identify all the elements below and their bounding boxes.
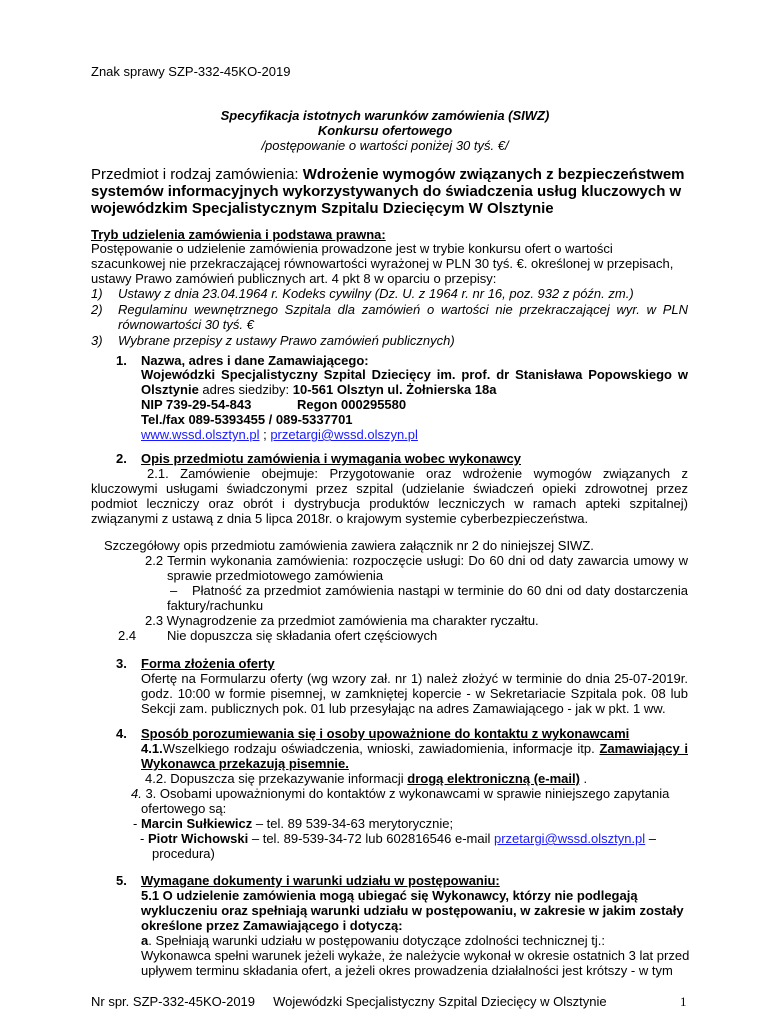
address-label: adres siedziby:: [198, 382, 293, 397]
s3-line: Sekcji zam. publicznych pok. 01 lub przesyłając na adres Zamawiającego - jak w pkt. 1 ww.: [141, 701, 666, 716]
s2-term-line: sprawie przedmiotowego zamówienia: [167, 568, 384, 583]
section-number: 3.: [116, 656, 127, 671]
s4-line-1: [141, 741, 688, 757]
s4-line-3-cont: ofertowego są:: [141, 801, 227, 816]
s5-bold-line: wykluczeniu oraz spełniają warunki udziału w postępowaniu, w zakresie w jakim zostały: [141, 903, 684, 918]
email-link[interactable]: przetargi@wssd.olsztyn.pl: [493, 831, 646, 846]
contact-links: [141, 427, 418, 443]
address-value: 10-561 Olsztyn ul. Żołnierska 18a: [292, 382, 497, 397]
procedure-line-3: ustawy Prawo zamówień publicznych art. 4 pkt 8 w oparciu o przepisy:: [91, 271, 497, 286]
s3-line: godz. 10:00 w formie pisemnej, w zamkniętej kopercie - w Sekretariacie Szpitala pok. 08 lub: [141, 686, 688, 701]
section-number: 1.: [116, 353, 127, 368]
procedure-list-text: Wybrane przepisy z ustawy Prawo zamówień publicznych): [118, 333, 455, 348]
hospital-address: [141, 382, 497, 398]
regon-number: Regon 000295580: [297, 397, 407, 412]
s4-email-emphasis: drogą elektroniczną (e-mail): [407, 771, 580, 786]
section-number: 5.: [116, 873, 127, 888]
person-name: Piotr Wichowski: [147, 831, 249, 846]
hospital-city: Olsztynie: [141, 382, 199, 397]
s4-line-2: [145, 771, 587, 787]
title-line-3: /postępowanie o wartości poniżej 30 tyś. €/: [261, 138, 509, 153]
website-link[interactable]: www.wssd.olsztyn.pl: [141, 427, 260, 442]
list-number: 1): [91, 286, 103, 301]
s5-bold-line: 5.1 O udzielenie zamówienia mogą ubiegać się Wykonawcy, którzy nie podlegają: [141, 888, 638, 903]
section-4-heading: Sposób porozumiewania się i osoby upoważnione do kontaktu z wykonawcami: [141, 726, 630, 741]
subject-title-1: Wdrożenie wymogów związanych z bezpieczeństwem: [302, 166, 685, 183]
section-3-heading: Forma złożenia oferty: [141, 656, 275, 671]
subject-line-2: systemów informacyjnych wykorzystywanych do świadczenia usług kluczowych w: [91, 183, 682, 200]
procedure-list-text: Regulaminu wewnętrznego Szpitala dla zamówień o wartości nie przekraczającej wyr. w PLN: [118, 302, 688, 317]
s2-details-ref: Szczegółowy opis przedmiotu zamówienia zawiera załącznik nr 2 do niniejszej SIWZ.: [104, 538, 594, 553]
s2-payment-line: Płatność za przedmiot zamówienia nastąpi w terminie do 60 dni od daty dostarczenia: [192, 583, 688, 598]
s2-paragraph-line: kluczowymi usługami świadczonymi przez szpital (udzielanie świadczeń opieki zdrowotnej przez: [91, 481, 688, 496]
s5-condition-a: [141, 933, 605, 949]
s5-line: upływem terminu składania ofert, a jeżeli okres prowadzenia działalności jest krótszy - w tym: [141, 963, 673, 978]
contact-person-2: [140, 831, 656, 847]
title-line-1: Specyfikacja istotnych warunków zamówienia (SIWZ): [220, 108, 550, 123]
section-number: 4.: [116, 726, 127, 741]
section-2-heading: Opis przedmiotu zamówienia i wymagania wobec wykonawcy: [141, 451, 521, 466]
s2-paragraph-line: podmiot leczniczy oraz obrót i dystrybucja produktów leczniczych w ramach apteki szpitalnej): [91, 496, 688, 511]
phone-fax: Tel./fax 089-5393455 / 089-5337701: [141, 412, 353, 427]
section-5-heading: Wymagane dokumenty i warunki udziału w postępowaniu:: [141, 873, 500, 888]
subject-label: Przedmiot i rodzaj zamówienia:: [91, 166, 303, 183]
section-1-heading: Nazwa, adres i dane Zamawiającego:: [141, 353, 369, 368]
subject-line-1: [91, 166, 685, 184]
s5-bold-line: określone przez Zamawiającego i dotyczą:: [141, 918, 403, 933]
s2-remuneration: 2.3 Wynagrodzenie za przedmiot zamówienia ma charakter ryczałtu.: [145, 613, 539, 628]
subject-line-3: wojewódzkim Specjalistycznym Szpitalu Dziecięcym W Olsztynie: [91, 200, 554, 217]
procedure-line-1: Postępowanie o udzielenie zamówienia prowadzone jest w trybie konkursu ofert o wartości: [91, 241, 613, 256]
list-number: 2): [91, 302, 103, 317]
section-number: 2.: [116, 451, 127, 466]
s4-line-text: 3. Osobami upoważnionymi do kontaktów z wykonawcami w sprawie niniejszego zapytania: [141, 786, 670, 801]
procedure-list-item: [91, 302, 103, 318]
bullet: -: [133, 816, 141, 831]
case-reference: Znak sprawy SZP-332-45KO-2019: [91, 64, 291, 79]
s4-line-text: Wszelkiego rodzaju oświadczenia, wnioski, zawiadomienia, informacje itp.: [162, 741, 600, 756]
s4-line-text: 4.2. Dopuszcza się przekazywanie informacji: [145, 771, 408, 786]
s5-line: Wykonawca spełni warunek jeżeli wykaże, że należycie wykonał w okresie ostatnich 3 lat przed: [141, 948, 690, 963]
person-details: – tel. 89 539-34-63 merytorycznie;: [252, 816, 454, 831]
condition-letter: a: [141, 933, 149, 948]
s2-term-line: 2.2 Termin wykonania zamówienia: rozpoczęcie usługi: Do 60 dni od daty zawarcia umowy w: [145, 553, 688, 568]
email-link[interactable]: przetargi@wssd.olszyn.pl: [270, 427, 418, 442]
s4-emphasis-cont: Wykonawca przekazują pisemnie.: [141, 756, 349, 771]
s4-line-end: .: [579, 771, 588, 786]
s2-paragraph-line: związanymi z ustawą z dnia 5 lipca 2018r. o krajowym systemie cyberbezpieczeństwa.: [91, 511, 589, 526]
s3-line: Ofertę na Formularzu oferty (wg wzory zał. nr 1) należ złożyć w terminie do dnia 25-07-2019r.: [141, 671, 688, 686]
s2-payment-line: faktury/rachunku: [167, 598, 264, 613]
list-number: 3): [91, 333, 103, 348]
page-number: 1: [680, 994, 687, 1009]
nip-number: NIP 739-29-54-843: [141, 397, 252, 412]
person-details: – tel. 89-539-34-72 lub 602816546 e-mail: [248, 831, 494, 846]
procedure-line-2: szacunkowej nie przekraczającej równowartości wyrażonej w PLN 30 tyś. €. określonej w przepisach,: [91, 256, 674, 271]
contact-person-1: [133, 816, 453, 832]
s4-item-number: 4.1.: [141, 741, 163, 756]
hospital-name-line-1: Wojewódzki Specjalistyczny Szpital Dziecięcy im. prof. dr Stanisława Popowskiego w: [141, 367, 688, 382]
footer-text: Nr spr. SZP-332-45KO-2019 Wojewódzki Specjalistyczny Szpital Dziecięcy w Olsztynie: [91, 994, 607, 1009]
procedure-list-cont: równowartości 30 tyś. €: [118, 317, 254, 332]
person-details-end: –: [645, 831, 657, 846]
s2-partial-offers: Nie dopuszcza się składania ofert częściowych: [167, 628, 438, 643]
s2-item-number: 2.4: [118, 628, 137, 643]
procedure-list-item: [91, 333, 103, 349]
procedure-list-text: Ustawy z dnia 23.04.1964 r. Kodeks cywilny (Dz. U. z 1964 r. nr 16, poz. 932 z późn. zm.): [118, 286, 634, 301]
link-separator: ;: [259, 427, 271, 442]
procedure-heading: Tryb udzielenia zamówienia i podstawa prawna:: [91, 227, 386, 242]
contact-person-2-cont: procedura): [152, 846, 215, 861]
dash-bullet: –: [170, 583, 178, 598]
s4-emphasis: Zamawiający i: [599, 741, 688, 756]
s4-line-3: [131, 786, 669, 802]
bullet: -: [140, 831, 148, 846]
condition-text: . Spełniają warunki udziału w postępowaniu dotyczące zdolności technicznej tj.:: [148, 933, 605, 948]
title-line-2: Konkursu ofertowego: [317, 123, 453, 138]
s4-item-number: 4.: [131, 786, 142, 801]
person-name: Marcin Sułkiewicz: [140, 816, 253, 831]
s2-paragraph-line: 2.1. Zamówienie obejmuje: Przygotowanie oraz wdrożenie wymogów związanych z: [147, 466, 688, 481]
procedure-list-item: [91, 286, 103, 302]
